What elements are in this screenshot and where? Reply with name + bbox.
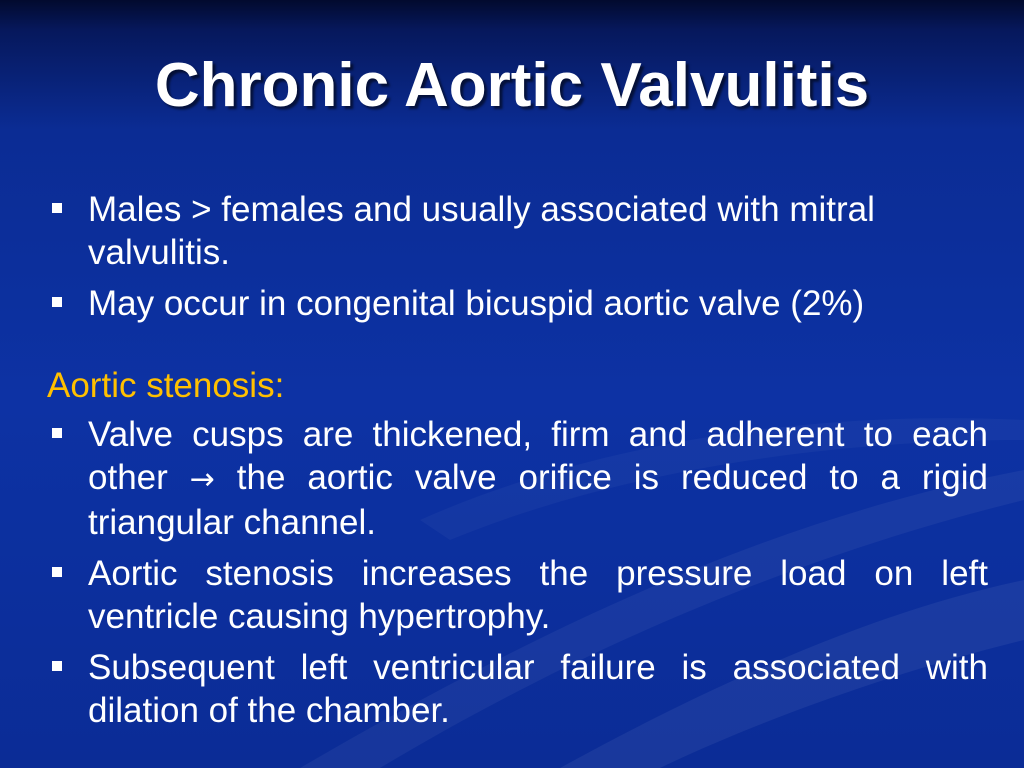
bullet-item <box>47 646 988 732</box>
intro-bullet-list <box>47 188 988 325</box>
bullet-text: May occur in congenital bicuspid aortic valve (2%) <box>88 284 865 323</box>
bullet-item <box>47 188 988 274</box>
bullet-text-part: Valve cusps are thickened, firm and adherent to each other <box>88 415 988 497</box>
section-heading: Aortic stenosis: <box>47 366 285 405</box>
square-bullet-icon <box>52 428 62 438</box>
bullet-item <box>47 413 988 544</box>
bullet-item <box>47 552 988 638</box>
square-bullet-icon <box>52 661 62 671</box>
square-bullet-icon <box>52 203 62 213</box>
square-bullet-icon <box>52 567 62 577</box>
slide-title: Chronic Aortic Valvulitis <box>154 51 870 120</box>
bullet-text: Males > females and usually associated with mitral valvulitis. <box>88 190 875 272</box>
stenosis-bullet-list <box>47 413 988 732</box>
slide-body <box>47 188 988 740</box>
bullet-text: Subsequent left ventricular failure is associated with dilation of the chamber. <box>88 648 988 730</box>
bullet-text: Aortic stenosis increases the pressure load on left ventricle causing hypertrophy. <box>88 554 988 636</box>
bullet-item <box>47 282 988 325</box>
right-arrow-icon: → <box>189 462 215 497</box>
square-bullet-icon <box>52 297 62 307</box>
bullet-text-part: the aortic valve orifice is reduced to a rigid triangular channel. <box>88 458 988 542</box>
